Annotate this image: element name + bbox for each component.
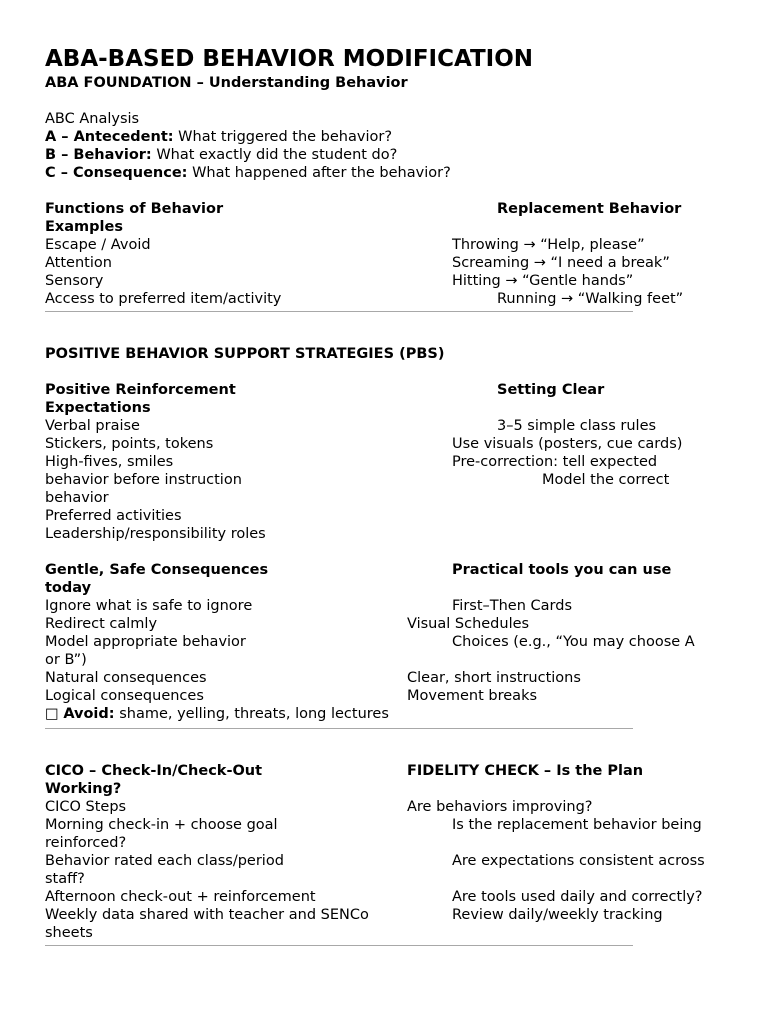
abc-text: What happened after the behavior? [187,165,451,181]
replacement-item: Throwing → “Help, please” [452,237,645,253]
avoid-text: shame, yelling, threats, long lectures [114,706,389,722]
cico-item: Behavior rated each class/period [45,853,284,869]
replacement-item: Screaming → “I need a break” [452,255,670,271]
expectations-heading: Expectations [45,400,151,416]
examples-heading: Examples [45,219,123,235]
function-item: Sensory [45,273,104,289]
function-item: Escape / Avoid [45,237,151,253]
abc-behavior [45,146,397,164]
section-divider [45,728,633,729]
expectation-item: Model the correct [542,472,670,488]
reinforcement-item: behavior [45,490,109,506]
function-item: Attention [45,255,112,271]
reinforcement-item: Verbal praise [45,418,140,434]
section-divider [45,945,633,946]
fidelity-item: Is the replacement behavior being [452,817,702,833]
replacement-heading: Replacement Behavior [497,201,682,217]
cico-item: Afternoon check-out + reinforcement [45,889,316,905]
reinforcement-heading: Positive Reinforcement [45,382,236,398]
abc-label: A – Antecedent: [45,129,174,145]
fidelity-heading: FIDELITY CHECK – Is the Plan [407,763,644,779]
consequence-item: Ignore what is safe to ignore [45,598,253,614]
tool-item: First–Then Cards [452,598,573,614]
today-heading: today [45,580,92,596]
fidelity-item: Are expectations consistent across [452,853,705,869]
abc-antecedent [45,128,392,146]
consequence-item: Model appropriate behavior [45,634,246,650]
warning-box-icon: □ [45,706,59,722]
reinforcement-item: Leadership/responsibility roles [45,526,266,542]
tool-item: Choices (e.g., “You may choose A [452,634,695,650]
expectation-item: Use visuals (posters, cue cards) [452,436,683,452]
replacement-item: Hitting → “Gentle hands” [452,273,634,289]
cico-item: sheets [45,925,93,941]
consequences-heading: Gentle, Safe Consequences [45,562,269,578]
abc-heading: ABC Analysis [45,111,140,127]
abc-consequence [45,164,451,182]
tool-item: Clear, short instructions [407,670,581,686]
functions-heading: Functions of Behavior [45,201,224,217]
abc-label: B – Behavior: [45,147,152,163]
avoid-label: Avoid: [63,706,115,722]
function-item: Access to preferred item/activity [45,291,282,307]
consequence-item: Redirect calmly [45,616,158,632]
tool-item: Visual Schedules [407,616,530,632]
cico-item: staff? [45,871,85,887]
abc-label: C – Consequence: [45,165,188,181]
consequence-item: Logical consequences [45,688,204,704]
fidelity-item: Review daily/weekly tracking [452,907,663,923]
abc-text: What exactly did the student do? [151,147,398,163]
consequence-item: or B”) [45,652,87,668]
cico-item: Weekly data shared with teacher and SENCo [45,907,369,923]
fidelity-item: Are behaviors improving? [407,799,593,815]
expectation-item: Pre-correction: tell expected [452,454,658,470]
replacement-item: Running → “Walking feet” [497,291,684,307]
section-divider [45,311,633,312]
pbs-heading: POSITIVE BEHAVIOR SUPPORT STRATEGIES (PBS) [45,346,445,362]
cico-item: reinforced? [45,835,127,851]
section-subtitle: ABA FOUNDATION – Understanding Behavior [45,75,408,91]
cico-heading: CICO – Check-In/Check-Out [45,763,263,779]
reinforcement-item: Stickers, points, tokens [45,436,214,452]
reinforcement-item: behavior before instruction [45,472,242,488]
avoid-line [45,705,389,723]
consequence-item: Natural consequences [45,670,207,686]
expectation-item: 3–5 simple class rules [497,418,657,434]
fidelity-item: Are tools used daily and correctly? [452,889,703,905]
document-title: ABA-BASED BEHAVIOR MODIFICATION [45,46,534,72]
cico-item: CICO Steps [45,799,127,815]
working-heading: Working? [45,781,122,797]
abc-text: What triggered the behavior? [173,129,393,145]
reinforcement-item: Preferred activities [45,508,182,524]
setting-clear-heading: Setting Clear [497,382,605,398]
tool-item: Movement breaks [407,688,538,704]
reinforcement-item: High-fives, smiles [45,454,174,470]
tools-heading: Practical tools you can use [452,562,672,578]
cico-item: Morning check-in + choose goal [45,817,278,833]
